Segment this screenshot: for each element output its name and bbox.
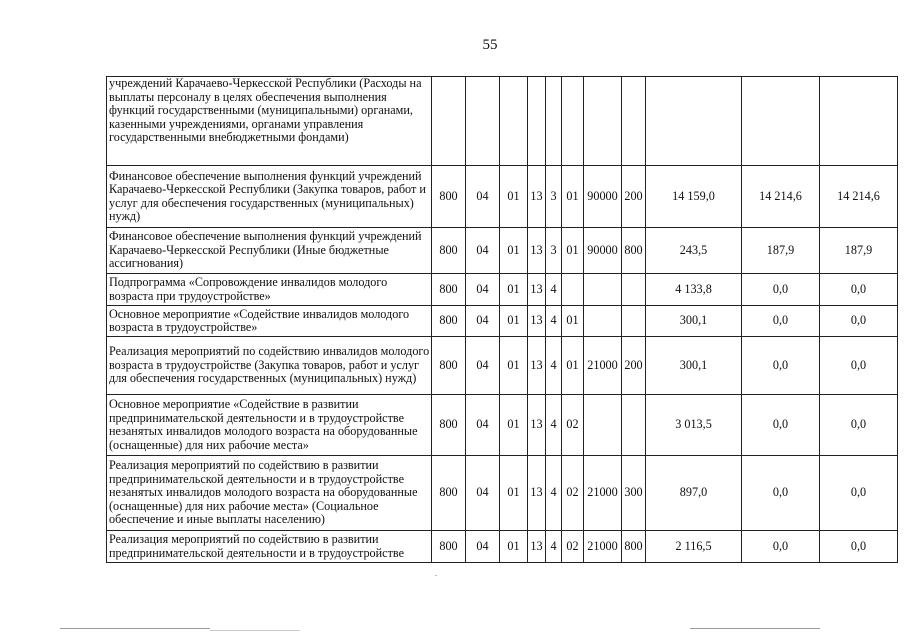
program-code: 13	[528, 395, 546, 456]
section-code: 04	[466, 274, 500, 306]
subprogram-code: 4	[546, 456, 562, 531]
table-row	[107, 228, 898, 274]
amount-year-3	[820, 77, 898, 166]
expense-type-code: 800	[622, 531, 646, 563]
program-code: 13	[528, 228, 546, 274]
ministry-code: 800	[432, 395, 466, 456]
subsection-code: 01	[500, 531, 528, 563]
table-row	[107, 456, 898, 531]
event-code: 02	[562, 456, 584, 531]
section-code: 04	[466, 166, 500, 228]
ministry-code: 800	[432, 531, 466, 563]
subsection-code: 01	[500, 166, 528, 228]
table-row	[107, 306, 898, 337]
section-code: 04	[466, 395, 500, 456]
row-description: Финансовое обеспечение выполнения функций учреждений Карачаево-Черкесской Республики (Закупка товаров, работ и услуг для обеспечения государственных (муниципальных) нужд)	[107, 166, 432, 228]
amount-year-3: 0,0	[820, 531, 898, 563]
budget-table	[106, 76, 898, 563]
event-code: 02	[562, 531, 584, 563]
event-code	[562, 274, 584, 306]
direction-code: 21000	[584, 456, 622, 531]
scan-artifact-line	[60, 628, 210, 629]
ministry-code	[432, 77, 466, 166]
row-description: учреждений Карачаево-Черкесской Республики (Расходы на выплаты персоналу в целях обеспечения выполнения функций государственными (муниципальными) органами, казенными учреждениями, органами управления государственными внебюджетными фондами)	[107, 77, 432, 166]
row-description: Подпрограмма «Сопровождение инвалидов молодого возраста при трудоустройстве»	[107, 274, 432, 306]
subsection-code	[500, 77, 528, 166]
amount-year-1: 300,1	[646, 306, 742, 337]
amount-year-1: 14 159,0	[646, 166, 742, 228]
direction-code	[584, 274, 622, 306]
subsection-code: 01	[500, 274, 528, 306]
expense-type-code	[622, 274, 646, 306]
expense-type-code	[622, 306, 646, 337]
scan-artifact-dot	[435, 575, 437, 576]
amount-year-2: 0,0	[742, 531, 820, 563]
amount-year-3: 0,0	[820, 456, 898, 531]
subsection-code: 01	[500, 337, 528, 395]
amount-year-3: 187,9	[820, 228, 898, 274]
subprogram-code: 4	[546, 337, 562, 395]
section-code: 04	[466, 456, 500, 531]
direction-code	[584, 395, 622, 456]
direction-code: 21000	[584, 337, 622, 395]
subprogram-code: 4	[546, 395, 562, 456]
event-code: 02	[562, 395, 584, 456]
subsection-code: 01	[500, 306, 528, 337]
program-code: 13	[528, 337, 546, 395]
direction-code	[584, 77, 622, 166]
amount-year-3: 0,0	[820, 306, 898, 337]
subprogram-code: 3	[546, 228, 562, 274]
section-code: 04	[466, 306, 500, 337]
program-code: 13	[528, 274, 546, 306]
amount-year-1: 243,5	[646, 228, 742, 274]
table-row	[107, 337, 898, 395]
ministry-code: 800	[432, 306, 466, 337]
subsection-code: 01	[500, 456, 528, 531]
direction-code: 90000	[584, 228, 622, 274]
scan-artifact-line	[210, 630, 300, 631]
amount-year-1: 300,1	[646, 337, 742, 395]
amount-year-3: 14 214,6	[820, 166, 898, 228]
row-description: Реализация мероприятий по содействию инвалидов молодого возраста в трудоустройстве (Закупка товаров, работ и услуг для обеспечения государственных (муниципальных) нужд)	[107, 337, 432, 395]
subprogram-code: 4	[546, 274, 562, 306]
subprogram-code	[546, 77, 562, 166]
amount-year-2: 0,0	[742, 337, 820, 395]
amount-year-2	[742, 77, 820, 166]
amount-year-1	[646, 77, 742, 166]
table-row	[107, 166, 898, 228]
subsection-code: 01	[500, 228, 528, 274]
expense-type-code	[622, 77, 646, 166]
direction-code: 21000	[584, 531, 622, 563]
expense-type-code: 300	[622, 456, 646, 531]
direction-code: 90000	[584, 166, 622, 228]
amount-year-2: 0,0	[742, 274, 820, 306]
program-code: 13	[528, 531, 546, 563]
amount-year-1: 4 133,8	[646, 274, 742, 306]
amount-year-2: 0,0	[742, 395, 820, 456]
ministry-code: 800	[432, 274, 466, 306]
amount-year-1: 3 013,5	[646, 395, 742, 456]
row-description: Основное мероприятие «Содействие инвалидов молодого возраста в трудоустройстве»	[107, 306, 432, 337]
row-description: Реализация мероприятий по содействию в развитии предпринимательской деятельности и в трудоустройстве	[107, 531, 432, 563]
expense-type-code	[622, 395, 646, 456]
subprogram-code: 4	[546, 531, 562, 563]
amount-year-3: 0,0	[820, 274, 898, 306]
direction-code	[584, 306, 622, 337]
event-code: 01	[562, 337, 584, 395]
amount-year-2: 0,0	[742, 456, 820, 531]
expense-type-code: 200	[622, 166, 646, 228]
event-code: 01	[562, 166, 584, 228]
program-code: 13	[528, 306, 546, 337]
amount-year-2: 0,0	[742, 306, 820, 337]
ministry-code: 800	[432, 456, 466, 531]
table-row	[107, 274, 898, 306]
expense-type-code: 800	[622, 228, 646, 274]
program-code: 13	[528, 456, 546, 531]
subsection-code: 01	[500, 395, 528, 456]
amount-year-1: 2 116,5	[646, 531, 742, 563]
amount-year-2: 14 214,6	[742, 166, 820, 228]
ministry-code: 800	[432, 228, 466, 274]
row-description: Основное мероприятие «Содействие в развитии предпринимательской деятельности и в трудоустройстве незанятых инвалидов молодого возраста на оборудованные (оснащенные) для них рабочие места»	[107, 395, 432, 456]
scan-artifact-line	[690, 628, 820, 629]
ministry-code: 800	[432, 337, 466, 395]
row-description: Реализация мероприятий по содействию в развитии предпринимательской деятельности и в трудоустройстве незанятых инвалидов молодого возраста на оборудованные (оснащенные) для них рабочие места» (Социальное обеспечение и иные выплаты населению)	[107, 456, 432, 531]
event-code: 01	[562, 228, 584, 274]
section-code: 04	[466, 228, 500, 274]
amount-year-3: 0,0	[820, 395, 898, 456]
program-code: 13	[528, 166, 546, 228]
section-code: 04	[466, 531, 500, 563]
subprogram-code: 3	[546, 166, 562, 228]
amount-year-3: 0,0	[820, 337, 898, 395]
event-code	[562, 77, 584, 166]
table-row	[107, 531, 898, 563]
table-row	[107, 395, 898, 456]
ministry-code: 800	[432, 166, 466, 228]
section-code: 04	[466, 337, 500, 395]
amount-year-2: 187,9	[742, 228, 820, 274]
amount-year-1: 897,0	[646, 456, 742, 531]
subprogram-code: 4	[546, 306, 562, 337]
table-row	[107, 77, 898, 166]
expense-type-code: 200	[622, 337, 646, 395]
row-description: Финансовое обеспечение выполнения функций учреждений Карачаево-Черкесской Республики (Иные бюджетные ассигнования)	[107, 228, 432, 274]
program-code	[528, 77, 546, 166]
page-number: 55	[482, 37, 498, 53]
section-code	[466, 77, 500, 166]
event-code: 01	[562, 306, 584, 337]
